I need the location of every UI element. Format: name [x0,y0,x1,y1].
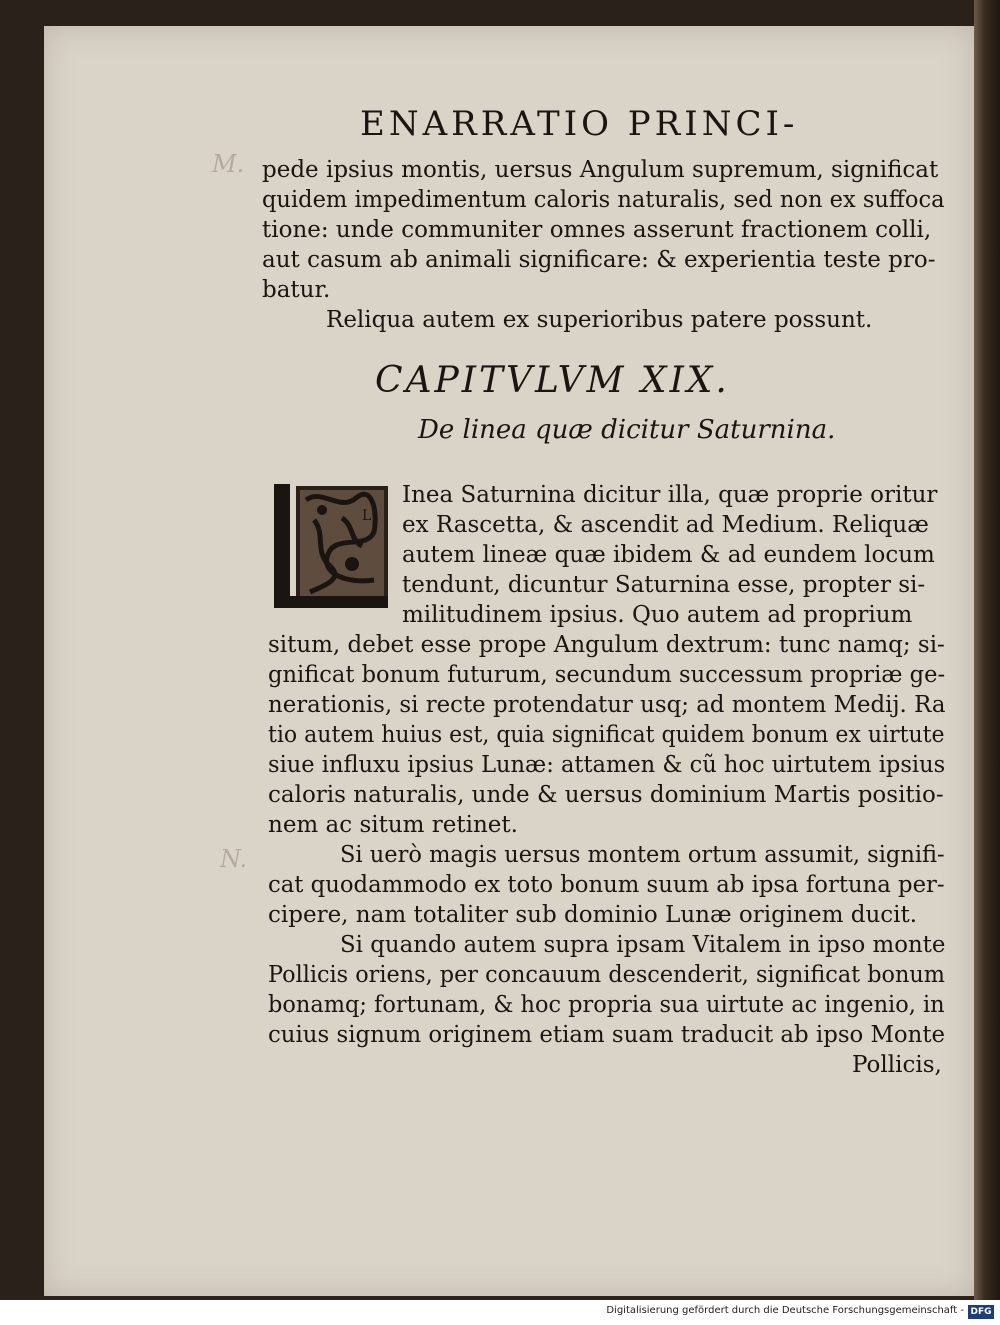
text-line: bonamq; fortunam, & hoc propria sua uirtute ac ingenio, in [268,992,945,1018]
text-line: cat quodammodo ex toto bonum suum ab ipsa fortuna per- [268,872,945,898]
margin-note-n: N. [220,845,248,873]
text-line: nerationis, si recte protendatur usq; ad montem Medij. Ra [268,692,946,718]
text-line: autem lineæ quæ ibidem & ad eundem locum [402,542,935,568]
text-line: militudinem ipsius. Quo autem ad proprium [402,602,913,628]
running-head: ENARRATIO PRINCI- [360,104,799,144]
text-line: pede ipsius montis, uersus Angulum supremum, significat [262,157,939,183]
text-line: nem ac situm retinet. [268,812,518,838]
text-line: aut casum ab animali significare: & experientia teste pro- [262,247,936,273]
text-line: Si quando autem supra ipsam Vitalem in ipso monte [340,932,946,958]
book-gutter [974,0,1000,1300]
text-line: caloris naturalis, unde & uersus dominium Martis positio- [268,782,944,808]
text-line: cuius signum originem etiam suam traducit ab ipso Monte [268,1022,946,1048]
text-line: tio autem huius est, quia significat quidem bonum ex uirtute [268,722,945,748]
initial-letter: L [362,508,372,524]
decorated-initial-icon [270,480,390,612]
text-line: Reliqua autem ex superioribus patere possunt. [326,307,873,333]
text-line: tendunt, dicuntur Saturnina esse, propter si- [402,572,926,598]
chapter-title: CAPITVLVM XIX. [375,360,730,401]
footer-credit: Digitalisierung gefördert durch die Deutsche Forschungsgemeinschaft - [606,1305,964,1316]
text-line: batur. [262,277,331,303]
text-line: ex Rascetta, & ascendit ad Medium. Reliquæ [402,512,929,538]
chapter-subtitle: De linea quæ dicitur Saturnina. [418,415,836,445]
text-line: Pollicis oriens, per concauum descenderit, significat bonum [268,962,945,988]
text-line: situm, debet esse prope Angulum dextrum: tunc namq; si- [268,632,945,658]
dfg-logo-icon: DFG [968,1305,994,1319]
text-line: Inea Saturnina dicitur illa, quæ proprie oritur [402,482,938,508]
margin-note-m: M. [212,150,245,178]
text-line: gnificat bonum futurum, secundum successum propriæ ge- [268,662,946,688]
text-line: tione: unde communiter omnes asserunt fractionem colli, [262,217,932,243]
footer [0,1300,1000,1325]
text-line: cipere, nam totaliter sub dominio Lunæ originem ducit. [268,902,918,928]
text-line: Si uerò magis uersus montem ortum assumit, signifi- [340,842,945,868]
text-line: quidem impedimentum caloris naturalis, sed non ex suffoca [262,187,945,213]
catchword: Pollicis, [852,1052,942,1078]
text-line: siue influxu ipsius Lunæ: attamen & cũ hoc uirtutem ipsius [268,752,946,778]
